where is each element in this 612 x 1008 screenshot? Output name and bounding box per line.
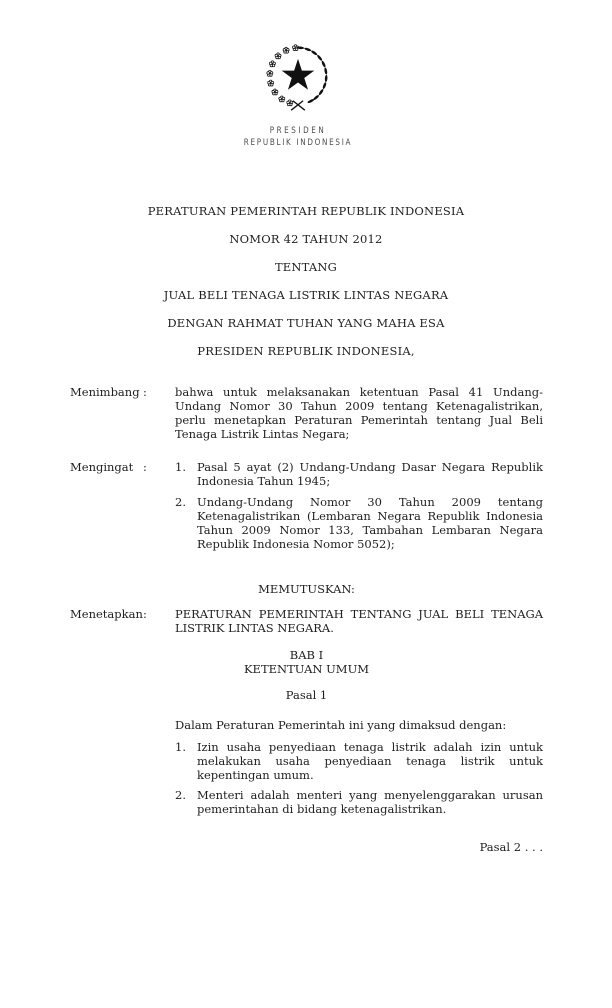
mengingat-list	[175, 460, 543, 551]
doc-title-number: NOMOR 42 TAHUN 2012	[229, 232, 383, 246]
menimbang-colon: :	[143, 385, 147, 399]
letterhead-presiden: PRESIDEN	[269, 126, 327, 136]
doc-title-rahmat: DENGAN RAHMAT TUHAN YANG MAHA ESA	[167, 316, 445, 330]
menimbang-section	[70, 385, 543, 441]
doc-title-presiden: PRESIDEN REPUBLIK INDONESIA,	[197, 344, 415, 358]
letterhead-text	[38, 125, 558, 149]
star-wreath-emblem-icon	[255, 40, 341, 117]
menetapkan-section	[70, 607, 543, 635]
mengingat-item-2-text: Undang-Undang Nomor 30 Tahun 2009 tentang Ketenagalistrikan (Lembaran Negara Republik Indonesia Tahun 2009 Nomor 133, Tambahan Lembaran Negara Republik Indonesia Nomor 5052);	[197, 495, 543, 551]
pasal1-item-2-text: Menteri adalah menteri yang menyelenggarakan urusan pemerintahan di bidang ketenagalistrikan.	[197, 788, 543, 816]
star-icon	[282, 59, 315, 90]
bab-number: BAB I	[289, 648, 324, 662]
pasal1-intro-row	[70, 718, 543, 732]
crossed-stems	[291, 101, 305, 110]
mengingat-section	[70, 460, 543, 551]
mengingat-item-1-text: Pasal 5 ayat (2) Undang-Undang Dasar Negara Republik Indonesia Tahun 1945;	[197, 460, 543, 488]
letterhead	[0, 0, 604, 149]
menetapkan-label: Menetapkan	[70, 607, 143, 621]
pasal1-item-2-number: 2.	[175, 788, 186, 802]
pasal1-list-row	[70, 740, 543, 816]
mengingat-item-2	[175, 495, 543, 551]
mengingat-item-1-number: 1.	[175, 460, 186, 474]
bab-title: KETENTUAN UMUM	[243, 662, 370, 676]
pasal1-item-2	[175, 788, 543, 816]
mengingat-item-2-number: 2.	[175, 495, 186, 509]
document-body	[70, 385, 543, 854]
menetapkan-text: PERATURAN PEMERINTAH TENTANG JUAL BELI TENAGA LISTRIK LINTAS NEGARA.	[175, 607, 543, 635]
menimbang-label: Menimbang	[70, 385, 140, 399]
bab-heading	[70, 648, 543, 676]
pasal1-heading: Pasal 1	[285, 688, 328, 702]
pasal1-item-1-text: Izin usaha penyediaan tenaga listrik adalah izin untuk melakukan usaha penyediaan tenaga listrik untuk kepentingan umum.	[197, 740, 543, 782]
menetapkan-colon: :	[143, 607, 147, 621]
pasal1-list	[175, 740, 543, 816]
memutuskan-heading: MEMUTUSKAN:	[258, 582, 355, 596]
mengingat-label: Mengingat	[70, 460, 134, 474]
pasal1-item-1-number: 1.	[175, 740, 186, 754]
pasal1-intro: Dalam Peraturan Pemerintah ini yang dimaksud dengan:	[175, 718, 507, 732]
doc-title-subject: JUAL BELI TENAGA LISTRIK LINTAS NEGARA	[163, 288, 449, 302]
doc-title-line-1: PERATURAN PEMERINTAH REPUBLIK INDONESIA	[147, 204, 465, 218]
page-catchword: Pasal 2 . . .	[479, 840, 543, 854]
pasal1-item-1	[175, 740, 543, 782]
doc-title-tentang: TENTANG	[274, 260, 338, 274]
title-block	[0, 205, 612, 357]
mengingat-colon: :	[143, 460, 147, 474]
menimbang-text: bahwa untuk melaksanakan ketentuan Pasal 41 Undang-Undang Nomor 30 Tahun 2009 tentang Ketenagalistrikan, perlu menetapkan Peraturan Pemerintah tentang Jual Beli Tenaga Listrik Lintas Negara;	[175, 385, 543, 441]
letterhead-republik-indonesia: REPUBLIK INDONESIA	[243, 138, 353, 148]
mengingat-item-1	[175, 460, 543, 488]
